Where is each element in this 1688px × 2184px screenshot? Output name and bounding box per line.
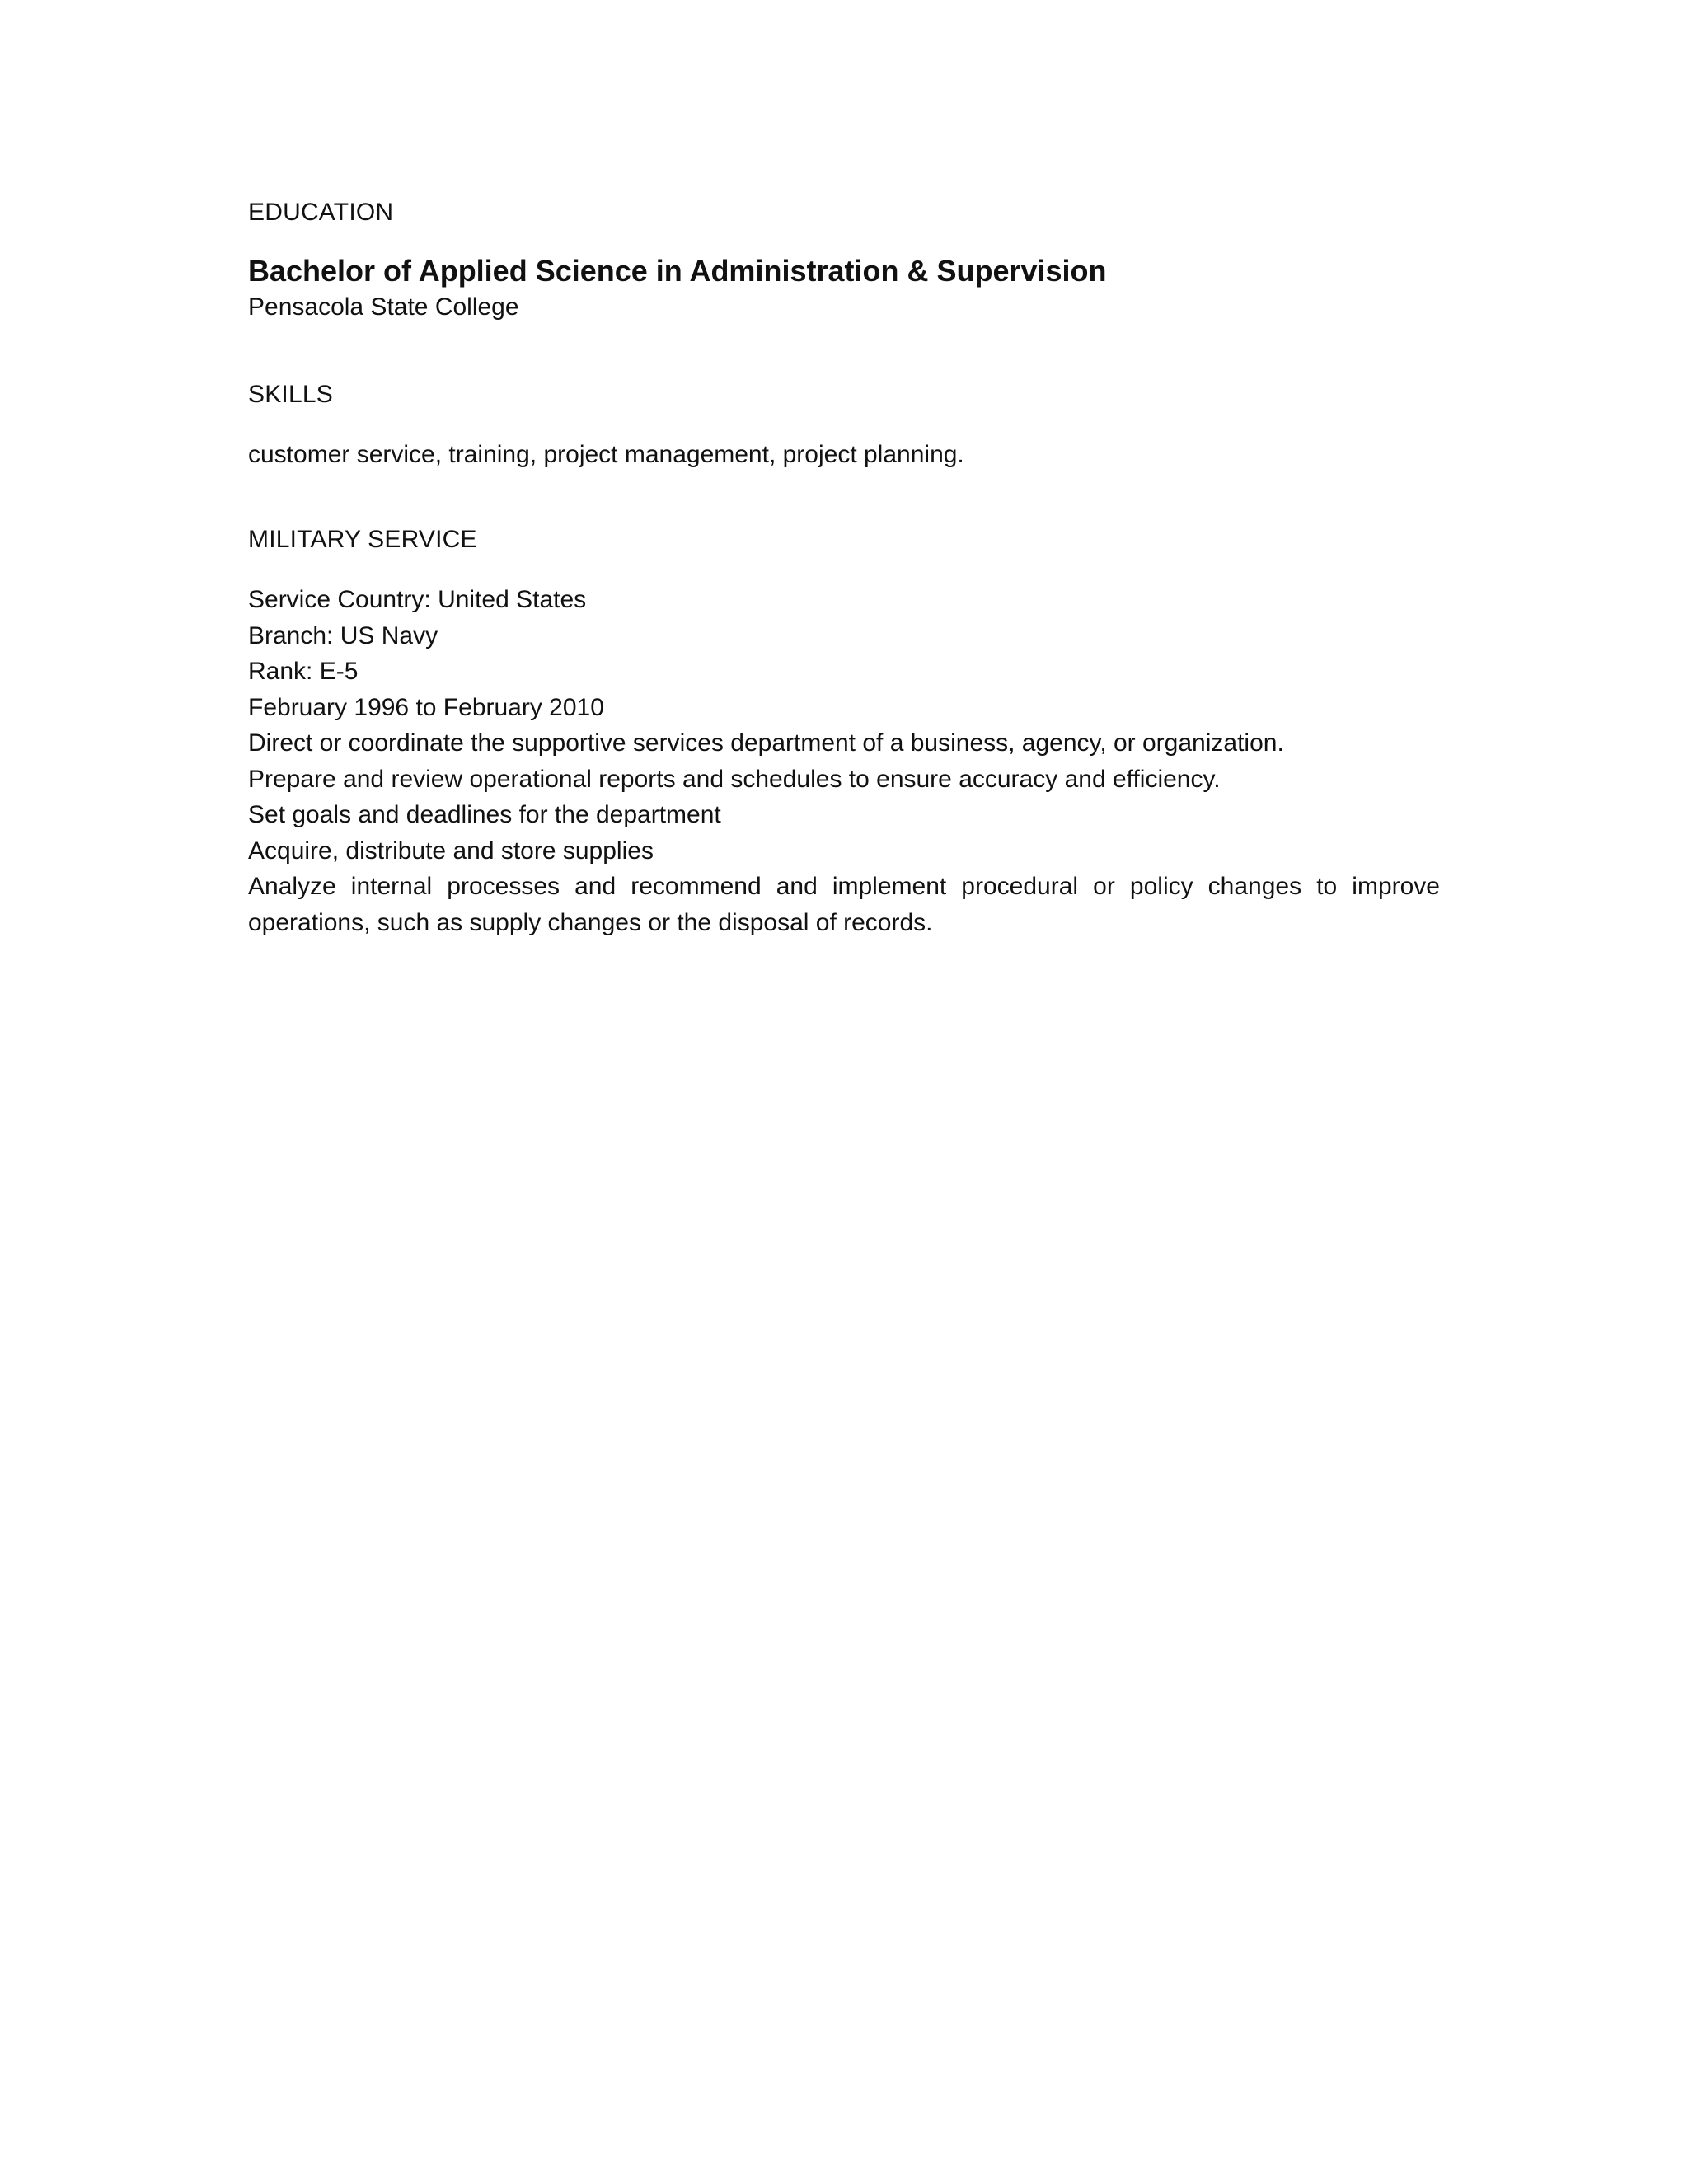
- service-rank: Rank: E-5: [248, 658, 359, 685]
- duty-line: Prepare and review operational reports and schedules to ensure accuracy and efficiency.: [248, 765, 1221, 793]
- skills-list: customer service, training, project management, project planning.: [248, 440, 964, 468]
- skills-heading: SKILLS: [248, 380, 333, 408]
- section-spacer: [248, 472, 1440, 522]
- duty-line: Analyze internal processes and recommend and implement procedural or policy changes to improve operations, such as supply changes or the disposal of records.: [248, 873, 1440, 936]
- education-section: [248, 194, 1440, 326]
- military-heading: MILITARY SERVICE: [248, 526, 477, 553]
- military-details: [248, 582, 1440, 940]
- resume-page: [248, 194, 1440, 940]
- service-dates: February 1996 to February 2010: [248, 693, 604, 721]
- duty-line: Set goals and deadlines for the department: [248, 801, 721, 828]
- school-name: Pensacola State College: [248, 293, 519, 321]
- education-heading: EDUCATION: [248, 199, 394, 226]
- skills-section: [248, 377, 1440, 473]
- section-spacer: [248, 326, 1440, 377]
- duty-line: Acquire, distribute and store supplies: [248, 837, 654, 865]
- service-branch: Branch: US Navy: [248, 621, 438, 649]
- military-section: [248, 522, 1440, 940]
- service-country: Service Country: United States: [248, 586, 587, 613]
- duty-line: Direct or coordinate the supportive services department of a business, agency, or organization.: [248, 729, 1284, 757]
- degree-title: Bachelor of Applied Science in Administration & Supervision: [248, 254, 1107, 288]
